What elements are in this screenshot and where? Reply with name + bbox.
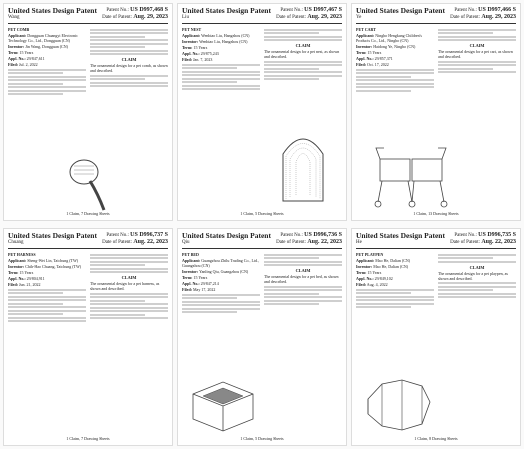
patent-date: Aug. 29, 2023: [307, 14, 342, 21]
term-label: Term:: [182, 275, 193, 281]
patent-date: Aug. 22, 2023: [133, 239, 168, 246]
inventor: Mao He, Dalian (CN): [373, 264, 409, 270]
patent-header: [8, 7, 168, 24]
term: 15 Years: [19, 270, 34, 276]
inventor-surname: He: [356, 239, 362, 245]
inventor: Chih-Hao Chuang, Taichung (TW): [25, 264, 82, 270]
patent-no-label: Patent No.:: [106, 8, 129, 13]
article-title: PET BED: [182, 252, 199, 258]
claim-heading: CLAIM: [469, 264, 485, 270]
appl-no: 29/847,214: [200, 281, 219, 287]
inventor-surname: Wang: [8, 14, 20, 20]
appl-no: 29/875,243: [200, 51, 219, 57]
appl-label: Appl. No.:: [356, 56, 374, 62]
inventor-label: Inventor:: [8, 264, 25, 270]
figure-caption: 1 Claim, 8 Drawing Sheets: [414, 436, 458, 441]
applicant: Wenbiao Liu, Hangzhou (CN): [201, 33, 250, 39]
appl-no: 29/847,611: [26, 56, 45, 62]
patent-no-label: Patent No.:: [454, 8, 477, 13]
term-label: Term:: [8, 50, 19, 56]
claim-heading: CLAIM: [295, 43, 311, 49]
claim-heading: CLAIM: [469, 43, 485, 49]
filed-date: Jan. 7, 2023: [193, 57, 213, 63]
date-label: Date of Patent:: [450, 240, 481, 246]
appl-no: 29/857,371: [374, 56, 393, 62]
patent-number: US D996,736 S: [304, 232, 342, 238]
inventor: Wenbiao Liu, Hangzhou (CN): [199, 39, 248, 45]
claim-text: The ornamental design for a pet bed, as shown and described.: [264, 274, 339, 285]
applicant: Ningbo Hengkang Children's Products Co., Ltd., Ningbo (CN): [356, 33, 422, 44]
article-title: PET COMB: [8, 27, 30, 33]
applicant-label: Applicant:: [8, 258, 27, 264]
patent-page-5: [177, 228, 347, 446]
term-label: Term:: [356, 270, 367, 276]
applicant: Mao He, Dalian (CN): [375, 258, 411, 264]
claim-text: The ornamental design for a pet comb, as shown and described.: [90, 63, 168, 74]
applicant: Dongguan Chuangyi Electronic Technology Co., Ltd., Dongguan (CN): [8, 33, 78, 44]
appl-no: 29/804,911: [26, 276, 45, 282]
filed-date: Oct. 17, 2022: [367, 62, 389, 68]
patent-title: United States Design Patent: [182, 6, 271, 15]
patent-header: [8, 232, 168, 249]
patent-page-1: [3, 3, 173, 221]
inventor-label: Inventor:: [8, 44, 25, 50]
pet-nest-drawing: [278, 129, 328, 204]
patent-page-6: [351, 228, 521, 446]
claim-text: The ornamental design for a pet harness, as shown and described.: [90, 281, 160, 292]
term-label: Term:: [182, 45, 193, 51]
patent-title: United States Design Patent: [182, 231, 271, 240]
inventor-surname: Liu: [182, 14, 189, 20]
patent-number: US D997,466 S: [478, 7, 516, 13]
article-title: PET NEST: [182, 27, 202, 33]
inventor-surname: Ye: [356, 14, 362, 20]
patent-number: US D997,467 S: [304, 7, 342, 13]
filed-date: Jun. 21, 2022: [19, 282, 41, 288]
patent-date: Aug. 29, 2023: [133, 14, 168, 21]
figure-caption: 1 Claim, 7 Drawing Sheets: [66, 436, 110, 441]
applicant: Guangzhou Zhilu Trading Co., Ltd., Guangzhou (CN): [182, 258, 260, 269]
date-label: Date of Patent:: [276, 240, 307, 246]
term: 15 Years: [193, 45, 208, 51]
inventor-surname: Qiu: [182, 239, 190, 245]
claim-text: The ornamental design for a pet nest, as shown and described.: [264, 49, 340, 60]
patent-page-3: [351, 3, 521, 221]
figure-caption: 1 Claim, 5 Drawing Sheets: [240, 436, 284, 441]
filed-date: Jul. 2, 2022: [19, 62, 38, 68]
filed-label: Filed:: [356, 62, 366, 68]
patent-number: US D996,737 S: [130, 232, 168, 238]
filed-label: Filed:: [356, 282, 366, 288]
term: 15 Years: [19, 50, 34, 56]
patent-number: US D997,468 S: [130, 7, 168, 13]
appl-label: Appl. No.:: [8, 56, 26, 62]
appl-no: 29/849,102: [374, 276, 393, 282]
appl-label: Appl. No.:: [8, 276, 26, 282]
inventor-label: Inventor:: [182, 39, 199, 45]
patent-date: Aug. 29, 2023: [481, 14, 516, 21]
patent-date: Aug. 22, 2023: [307, 239, 342, 246]
claim-heading: CLAIM: [121, 57, 137, 63]
patent-page-2: [177, 3, 347, 221]
patent-header: [182, 232, 342, 249]
figure-caption: 1 Claim, 5 Drawing Sheets: [240, 211, 284, 216]
filed-date: Aug. 4, 2022: [366, 282, 388, 288]
date-label: Date of Patent:: [450, 15, 481, 21]
inventor-label: Inventor:: [356, 264, 373, 270]
patent-no-label: Patent No.:: [106, 233, 129, 238]
applicant-label: Applicant:: [8, 33, 27, 39]
patent-no-label: Patent No.:: [454, 233, 477, 238]
inventor: Haidong Ye, Ningbo (CN): [373, 44, 416, 50]
filed-label: Filed:: [182, 57, 192, 63]
patent-title: United States Design Patent: [8, 6, 97, 15]
article-title: PET PLAYPEN: [356, 252, 384, 258]
inventor-label: Inventor:: [182, 269, 199, 275]
patent-page-4: [3, 228, 173, 446]
pet-playpen-drawing: [362, 374, 434, 434]
figure-caption: 1 Claim, 13 Drawing Sheets: [413, 211, 459, 216]
figure-caption: 1 Claim, 7 Drawing Sheets: [66, 211, 110, 216]
appl-label: Appl. No.:: [182, 51, 200, 57]
term: 15 Years: [193, 275, 208, 281]
term: 15 Years: [367, 50, 382, 56]
patent-title: United States Design Patent: [8, 231, 97, 240]
term-label: Term:: [356, 50, 367, 56]
patent-no-label: Patent No.:: [280, 233, 303, 238]
claim-heading: CLAIM: [295, 268, 311, 274]
appl-label: Appl. No.:: [182, 281, 200, 287]
patent-header: [356, 7, 516, 24]
filed-label: Filed:: [8, 282, 18, 288]
patent-header: [182, 7, 342, 24]
filed-label: Filed:: [8, 62, 18, 68]
applicant-label: Applicant:: [182, 33, 201, 39]
inventor-surname: Chuang: [8, 239, 24, 245]
inventor: Yanling Qiu, Guangzhou (CN): [199, 269, 249, 275]
date-label: Date of Patent:: [102, 240, 133, 246]
date-label: Date of Patent:: [276, 15, 307, 21]
applicant: Sheng-Wei Lin, Taichung (TW): [27, 258, 79, 264]
claim-heading: CLAIM: [121, 275, 137, 281]
patent-number: US D996,735 S: [478, 232, 516, 238]
applicant-label: Applicant:: [182, 258, 201, 264]
appl-label: Appl. No.:: [356, 276, 374, 282]
pet-cart-drawing: [372, 144, 452, 209]
applicant-label: Applicant:: [356, 258, 375, 264]
patent-title: United States Design Patent: [356, 231, 445, 240]
term: 15 Years: [367, 270, 382, 276]
filed-date: May 17, 2022: [193, 287, 216, 293]
patent-header: [356, 232, 516, 249]
claim-text: The ornamental design for a pet cart, as shown and described.: [438, 49, 513, 60]
patent-no-label: Patent No.:: [280, 8, 303, 13]
applicant-label: Applicant:: [356, 33, 375, 39]
filed-label: Filed:: [182, 287, 192, 293]
patent-title: United States Design Patent: [356, 6, 445, 15]
inventor-label: Inventor:: [356, 44, 373, 50]
article-title: PET CART: [356, 27, 376, 33]
claim-text: The ornamental design for a pet playpen, as shown and described.: [438, 270, 508, 281]
term-label: Term:: [8, 270, 19, 276]
patent-date: Aug. 22, 2023: [481, 239, 516, 246]
inventor: Jin Wang, Dongguan (CN): [25, 44, 68, 50]
pet-bed-drawing: [188, 374, 258, 434]
pet-comb-drawing: [64, 154, 114, 214]
article-title: PET HARNESS: [8, 252, 36, 258]
date-label: Date of Patent:: [102, 15, 133, 21]
